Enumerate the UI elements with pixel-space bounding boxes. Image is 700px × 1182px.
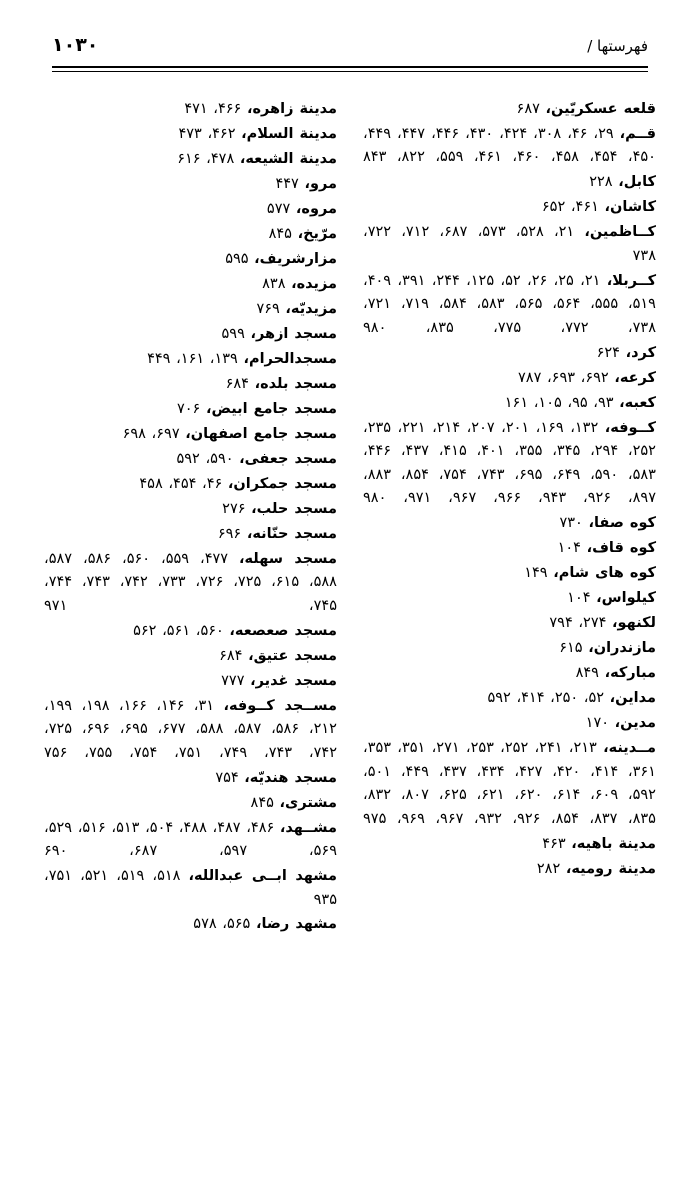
index-entry: [363, 712, 656, 735]
index-entry: [363, 196, 656, 219]
index-entry-pages: ۸۳۸: [262, 275, 292, 292]
index-entry: [363, 512, 656, 535]
index-entry-pages: ۷۷۷: [221, 672, 251, 689]
index-entry-term: قــم،: [619, 125, 656, 142]
index-entry-pages: ۶۸۷: [516, 101, 546, 117]
index-entry-pages: ۴۶۳: [542, 835, 572, 852]
index-entry-term: مزیدیّه،: [285, 300, 337, 317]
index-entry-term: مزارشریف،: [254, 250, 337, 267]
index-entry: [44, 473, 337, 496]
index-entry-pages: ۲۸۲: [536, 860, 566, 877]
index-entry: [44, 645, 337, 668]
index-entry: [44, 98, 337, 121]
index-columns: [30, 98, 670, 1162]
index-entry: [363, 221, 656, 268]
index-entry-pages: ۶۲۴: [596, 344, 626, 361]
index-entry-term: مرّیخ،: [297, 225, 337, 242]
index-entry-pages: ۶۱۵: [559, 640, 589, 657]
index-entry: [44, 792, 337, 815]
index-entry: [44, 223, 337, 246]
index-entry: [44, 298, 337, 321]
index-entry-pages: ۲۲۸: [589, 174, 619, 191]
index-entry-term: کرد،: [625, 344, 656, 361]
index-entry-term: مبارکه،: [604, 665, 656, 682]
page-number: ۱۰۳۰: [52, 34, 99, 56]
index-entry-term: کعبه،: [619, 394, 656, 411]
index-entry-pages: ۴۷۷، ۵۵۹، ۵۶۰، ۵۸۶، ۵۸۷، ۵۸۸، ۶۱۵، ۷۲۵، ۷۲۶، ۷۳۳، ۷۴۲، ۷۴۳، ۷۴۴، ۷۴۵، ۹۷۱: [44, 550, 337, 614]
index-entry: [44, 523, 337, 546]
index-entry: [363, 98, 656, 121]
index-entry-term: مشهد ابــی عبدالله،: [188, 868, 338, 885]
index-entry-term: مسجد غدیر،: [250, 672, 337, 689]
index-entry: [363, 123, 656, 170]
index-entry-pages: ۵۹۹: [221, 325, 251, 342]
index-entry-pages: ۱۳۹، ۱۶۱، ۴۴۹: [147, 350, 244, 367]
index-entry-term: مسجدالحرام،: [243, 350, 337, 367]
index-entry: [363, 367, 656, 390]
index-entry-term: مدینة باهیه،: [571, 835, 656, 852]
index-entry-pages: ۲۹، ۴۶، ۳۰۸، ۴۲۴، ۴۳۰، ۴۴۶، ۴۴۷، ۴۴۹، ۴۵۰، ۴۵۴، ۴۵۸، ۴۶۰، ۴۶۱، ۵۵۹، ۸۲۲، ۸۴۳: [363, 125, 656, 166]
index-entry: [44, 173, 337, 196]
index-entry: [44, 695, 337, 765]
index-entry-pages: ۸۴۵: [268, 225, 298, 242]
index-entry-term: لکنهو،: [612, 615, 656, 632]
index-entry: [44, 423, 337, 446]
index-entry-term: کوه های شام،: [553, 565, 656, 582]
index-entry-term: مسجد عتیق،: [248, 647, 337, 664]
header-rule: [52, 66, 648, 72]
index-entry-term: مدینة رومیه،: [565, 860, 656, 877]
index-entry: [44, 913, 337, 936]
index-entry-pages: ۴۸۶، ۴۸۷، ۴۸۸، ۵۰۴، ۵۱۳، ۵۱۶، ۵۲۹، ۵۶۹، ۵۹۷، ۶۸۷، ۶۹۰: [44, 819, 337, 860]
index-entry-pages: ۴۴۷: [275, 175, 305, 192]
index-entry-term: کــوفه،: [604, 419, 656, 436]
index-entry: [363, 587, 656, 610]
index-entry-term: کــاظمین،: [584, 224, 656, 241]
index-entry-pages: ۶۸۴: [225, 375, 255, 392]
index-entry-term: کابل،: [618, 174, 656, 191]
index-entry-pages: ۲۷۶: [222, 500, 252, 517]
index-entry: [363, 537, 656, 560]
index-entry-pages: ۷۵۴: [215, 769, 245, 786]
index-entry-pages: ۹۳، ۹۵، ۱۰۵، ۱۶۱: [504, 394, 620, 411]
index-entry: [363, 833, 656, 856]
index-entry-pages: ۸۴۹: [575, 665, 605, 682]
index-entry-term: مروه،: [295, 200, 337, 217]
index-entry: [44, 498, 337, 521]
index-entry-pages: ۱۰۴: [567, 590, 597, 607]
index-entry: [363, 612, 656, 635]
index-entry: [44, 323, 337, 346]
index-entry: [44, 398, 337, 421]
index-entry-term: مسجد جعفی،: [239, 450, 337, 467]
index-entry: [363, 270, 656, 340]
index-entry-pages: ۴۶۶، ۴۷۱: [184, 101, 247, 117]
index-entry: [44, 448, 337, 471]
index-entry: [44, 670, 337, 693]
index-entry-term: کرعه،: [614, 369, 656, 386]
index-entry-pages: ۶۹۷، ۶۹۸: [122, 425, 186, 442]
index-column-left: [44, 98, 337, 1162]
index-entry-pages: ۷۶۹: [256, 300, 286, 317]
index-entry-pages: ۵۶۰، ۵۶۱، ۵۶۲: [133, 622, 230, 639]
index-entry: [363, 342, 656, 365]
index-entry-pages: ۱۰۴: [557, 540, 587, 557]
index-entry-pages: ۴۷۸، ۶۱۶: [177, 150, 240, 167]
index-entry-pages: ۵۹۵: [225, 250, 255, 267]
index-entry-term: مزیده،: [291, 275, 337, 292]
index-entry: [44, 865, 337, 912]
index-entry-term: مدینة زاهره،: [246, 101, 337, 117]
page-header: [30, 34, 670, 56]
index-entry-pages: ۸۴۵: [250, 794, 280, 811]
index-entry-term: مسجد جامع ابیض،: [205, 400, 337, 417]
header-rule-thin: [52, 71, 648, 72]
index-entry-term: مسجد بلده،: [254, 375, 337, 392]
index-entry-pages: ۴۶۱، ۶۵۲: [541, 199, 605, 216]
index-entry-term: مسجد حلب،: [251, 500, 337, 517]
index-entry: [44, 373, 337, 396]
index-entry-pages: ۷۰۶: [176, 400, 206, 417]
index-entry-term: مسجد صعصعه،: [229, 622, 337, 639]
index-entry: [44, 198, 337, 221]
index-entry-term: مازندران،: [588, 640, 656, 657]
index-entry: [363, 171, 656, 194]
index-entry: [363, 858, 656, 881]
index-entry: [44, 148, 337, 171]
index-entry-pages: ۶۹۶: [217, 525, 247, 542]
index-entry-term: مداین،: [609, 690, 656, 707]
index-entry: [44, 620, 337, 643]
index-entry-pages: ۱۷۰: [585, 715, 615, 732]
index-entry-pages: ۶۸۴: [219, 647, 249, 664]
index-entry-term: مدین،: [614, 715, 656, 732]
index-entry-term: مدینة الشیعه،: [239, 150, 337, 167]
index-entry: [44, 548, 337, 618]
index-entry-term: کوه قاف،: [586, 540, 656, 557]
index-entry: [363, 662, 656, 685]
index-entry: [44, 123, 337, 146]
index-entry-term: مشهد رضا،: [255, 916, 337, 933]
index-entry-pages: ۱۳۲، ۱۶۹، ۲۰۱، ۲۰۷، ۲۱۴، ۲۲۱، ۲۳۵، ۲۵۲، ۲۹۴، ۳۴۵، ۳۵۵، ۴۰۱، ۴۱۵، ۴۳۷، ۴۴۶، ۵۸۳، ۵۹۰، ۶۴۹، ۶۹۵، ۷۴۳، ۷۵۴، ۸۵۴، ۸۸۳، ۸۹۷، ۹۲۶، ۹۴۳، ۹۶۶، ۹۶۷، ۹۷۱، ۹۸۰: [363, 419, 656, 507]
index-entry-pages: ۵۲، ۲۵۰، ۴۱۴، ۵۹۲: [487, 690, 610, 707]
index-entry-term: کاشان،: [604, 199, 656, 216]
index-entry: [363, 417, 656, 511]
index-entry: [44, 817, 337, 864]
index-entry-term: قلعه عسکریّین،: [545, 101, 656, 117]
index-column-right: [363, 98, 656, 1162]
index-entry-term: کوه صفا،: [588, 515, 656, 532]
index-entry-term: کــربلا،: [606, 272, 657, 289]
index-entry-pages: ۷۳۰: [559, 515, 589, 532]
index-entry-term: مرو،: [304, 175, 337, 192]
index-entry-pages: ۲۷۴، ۷۹۴: [549, 615, 613, 632]
index-entry-pages: ۳۱، ۱۴۶، ۱۶۶، ۱۹۸، ۱۹۹، ۲۱۲، ۵۸۶، ۵۸۷، ۵۸۸، ۶۷۷، ۶۹۵، ۶۹۶، ۷۲۵، ۷۴۲، ۷۴۳، ۷۴۹، ۷۵۱، ۷۵۴، ۷۵۵، ۷۵۶: [44, 697, 337, 761]
index-entry-pages: ۵۶۵، ۵۷۸: [193, 916, 256, 933]
index-entry-term: مسجد جامع اصفهان،: [185, 425, 337, 442]
index-entry-pages: ۴۶، ۴۵۴، ۴۵۸: [139, 475, 228, 492]
index-entry: [44, 248, 337, 271]
index-entry: [363, 687, 656, 710]
index-entry: [44, 273, 337, 296]
index-entry: [363, 392, 656, 415]
index-entry-pages: ۴۶۲، ۴۷۳: [178, 125, 242, 142]
index-entry-term: مسجد هندیّه،: [244, 769, 337, 786]
index-entry: [363, 562, 656, 585]
index-entry-term: مــدینه،: [603, 740, 657, 757]
index-entry-pages: ۵۹۰، ۵۹۲: [176, 450, 240, 467]
index-entry: [363, 637, 656, 660]
index-entry-term: مدینة السلام،: [241, 125, 337, 142]
index-entry-pages: ۲۱، ۵۲۸، ۵۷۳، ۶۸۷، ۷۱۲، ۷۲۲، ۷۳۸: [363, 224, 656, 264]
index-entry-term: مسجد سهله،: [239, 550, 337, 567]
index-entry-term: مشتری،: [279, 794, 337, 811]
index-entry-pages: ۲۱، ۲۵، ۲۶، ۵۲، ۱۲۵، ۲۴۴، ۳۹۱، ۴۰۹، ۵۱۹، ۵۵۵، ۵۶۴، ۵۶۵، ۵۸۳، ۵۸۴، ۷۱۹، ۷۲۱، ۷۳۸، ۷۷۲، ۷۷۵، ۸۳۵، ۹۸۰: [363, 272, 656, 336]
index-entry-term: مسجد ازهر،: [250, 325, 337, 342]
index-entry-term: مســجد کــوفه،: [223, 697, 337, 714]
index-entry-term: کیلواس،: [596, 590, 656, 607]
index-entry-pages: ۵۷۷: [266, 200, 296, 217]
index-entry-pages: ۱۴۹: [524, 565, 554, 582]
index-entry-term: مشــهد،: [279, 819, 338, 836]
index-entry-pages: ۲۱۳، ۲۴۱، ۲۵۲، ۲۵۳، ۲۷۱، ۳۵۱، ۳۵۳، ۳۶۱، ۴۱۴، ۴۲۰، ۴۲۷، ۴۳۴، ۴۳۷، ۴۴۹، ۵۰۱، ۵۹۲، ۶۰۹، ۶۱۴، ۶۲۰، ۶۲۱، ۶۲۵، ۸۰۷، ۸۳۲، ۸۳۵، ۸۳۷، ۸۵۴، ۹۲۶، ۹۳۲، ۹۶۷، ۹۶۹، ۹۷۵: [363, 740, 656, 827]
index-entry-pages: ۵۱۸، ۵۱۹، ۵۲۱، ۷۵۱، ۹۳۵: [44, 868, 337, 908]
index-entry-term: مسجد حنّانه،: [246, 525, 337, 542]
header-title: فهرستها /: [587, 37, 648, 55]
index-entry: [363, 737, 656, 831]
header-rule-thick: [52, 66, 648, 68]
index-entry-term: مسجد جمکران،: [227, 475, 337, 492]
index-entry-pages: ۶۹۲، ۶۹۳، ۷۸۷: [518, 369, 615, 386]
index-entry: [44, 767, 337, 790]
index-entry: [44, 348, 337, 371]
